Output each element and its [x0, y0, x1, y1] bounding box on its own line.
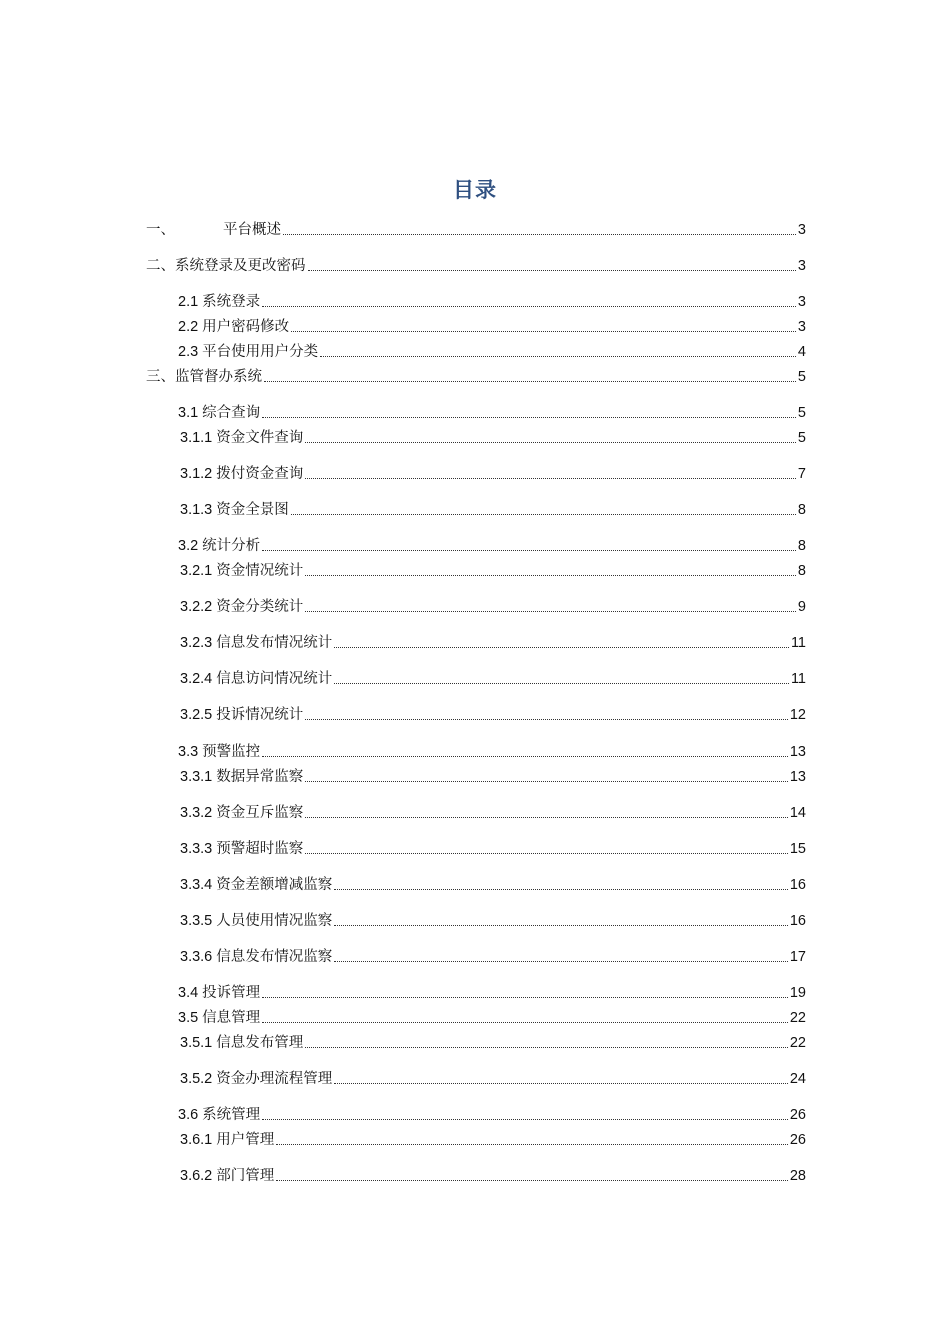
- toc-dot-leader: [291, 330, 796, 332]
- toc-dot-leader: [334, 924, 788, 926]
- toc-dot-leader: [262, 1021, 788, 1023]
- toc-entry-title: 平台使用用户分类: [202, 344, 319, 360]
- toc-entry-title: 综合查询: [202, 405, 261, 421]
- toc-entry-page-number: 11: [790, 635, 806, 651]
- toc-dot-leader: [262, 305, 796, 307]
- toc-entry-title: 资金办理流程管理: [216, 1071, 333, 1087]
- toc-entry-title: 系统管理: [202, 1107, 261, 1123]
- toc-dot-leader: [334, 682, 789, 684]
- toc-entry[interactable]: [178, 316, 806, 336]
- toc-entry-number: 2.1: [178, 294, 199, 310]
- toc-dot-leader: [262, 416, 796, 418]
- toc-entry-title: 数据异常监察: [216, 769, 304, 785]
- toc-entry[interactable]: [180, 596, 806, 616]
- toc-entry-title: 系统登录: [202, 294, 261, 310]
- toc-entry-page-number: 22: [789, 1035, 806, 1051]
- toc-entry-page-number: 5: [797, 369, 806, 385]
- toc-entry-title: 资金文件查询: [216, 430, 304, 446]
- toc-entry-title: 人员使用情况监察: [216, 913, 333, 929]
- toc-entry-title: 信息访问情况统计: [216, 671, 333, 687]
- toc-entry-title: 预警超时监察: [216, 841, 304, 857]
- toc-entry-title: 拨付资金查询: [216, 466, 304, 482]
- toc-entry-number: 3.4: [178, 985, 199, 1001]
- toc-entry-number: 3.3.3: [180, 841, 213, 857]
- toc-entry-number: 3.6.1: [180, 1132, 213, 1148]
- toc-dot-leader: [291, 513, 796, 515]
- toc-dot-leader: [305, 477, 796, 479]
- toc-entry-page-number: 13: [789, 769, 806, 785]
- toc-entry-number: 3.3.4: [180, 877, 213, 893]
- toc-title: 目录: [453, 178, 497, 202]
- toc-entry-page-number: 3: [797, 294, 806, 310]
- toc-entry-page-number: 16: [789, 877, 806, 893]
- toc-entry-number: 3.2.1: [180, 563, 213, 579]
- toc-entry-number: 3.5: [178, 1010, 199, 1026]
- toc-entry-number: 3.6: [178, 1107, 199, 1123]
- toc-entry-title: 平台概述: [223, 222, 281, 238]
- toc-entry[interactable]: [180, 427, 806, 447]
- toc-entry-page-number: 5: [797, 405, 806, 421]
- toc-entry-number: 3.3: [178, 744, 199, 760]
- toc-dot-leader: [276, 1179, 788, 1181]
- toc-dot-leader: [334, 960, 788, 962]
- toc-entry-title: 统计分析: [202, 538, 261, 554]
- toc-entry-page-number: 3: [797, 319, 806, 335]
- toc-entry-page-number: 8: [797, 563, 806, 579]
- toc-entry-number: 3.2.4: [180, 671, 213, 687]
- toc-entry[interactable]: [180, 838, 806, 858]
- toc-entry-number: 3.3.6: [180, 949, 213, 965]
- toc-entry[interactable]: [178, 341, 806, 361]
- toc-dot-leader: [305, 816, 788, 818]
- toc-entry-title: 预警监控: [202, 744, 261, 760]
- toc-entry-page-number: 26: [789, 1132, 806, 1148]
- toc-dot-leader: [276, 1143, 788, 1145]
- toc-entry[interactable]: [180, 560, 806, 580]
- toc-entry-page-number: 11: [790, 671, 806, 687]
- toc-entry-page-number: 15: [789, 841, 806, 857]
- toc-dot-leader: [320, 355, 796, 357]
- toc-entry-title: 系统登录及更改密码: [175, 258, 306, 274]
- toc-entry[interactable]: [180, 1129, 806, 1149]
- toc-entry[interactable]: [178, 982, 806, 1002]
- toc-entry[interactable]: [180, 874, 806, 894]
- toc-dot-leader: [334, 1082, 788, 1084]
- toc-dot-leader: [305, 780, 788, 782]
- toc-dot-leader: [264, 380, 796, 382]
- toc-dot-leader: [305, 718, 788, 720]
- toc-entry-number: 3.6.2: [180, 1168, 213, 1184]
- toc-entry[interactable]: [180, 499, 806, 519]
- toc-entry-number: 3.1.2: [180, 466, 213, 482]
- toc-entry-page-number: 28: [789, 1168, 806, 1184]
- toc-entry[interactable]: [180, 704, 806, 724]
- toc-entry-page-number: 14: [789, 805, 806, 821]
- toc-entry-number: 3.3.1: [180, 769, 213, 785]
- toc-entry[interactable]: [146, 255, 806, 275]
- toc-dot-leader: [305, 852, 788, 854]
- toc-entry-page-number: 12: [789, 707, 806, 723]
- toc-entry-title: 投诉管理: [202, 985, 261, 1001]
- toc-entry-page-number: 26: [789, 1107, 806, 1123]
- toc-entry-title: 资金全景图: [216, 502, 289, 518]
- toc-entry-title: 用户管理: [216, 1132, 275, 1148]
- toc-entry[interactable]: [178, 535, 806, 555]
- toc-entry-page-number: 22: [789, 1010, 806, 1026]
- toc-dot-leader: [305, 574, 796, 576]
- toc-entry-number: 3.3.2: [180, 805, 213, 821]
- toc-dot-leader: [262, 996, 788, 998]
- toc-entry-title: 资金分类统计: [216, 599, 304, 615]
- toc-entry-title: 信息发布情况统计: [216, 635, 333, 651]
- toc-entry-title: 资金情况统计: [216, 563, 304, 579]
- toc-entry-number: 2.2: [178, 319, 199, 335]
- toc-entry-title: 信息发布管理: [216, 1035, 304, 1051]
- toc-entry[interactable]: [178, 741, 806, 761]
- toc-entry[interactable]: [180, 910, 806, 930]
- toc-dot-leader: [262, 1118, 788, 1120]
- toc-dot-leader: [334, 646, 789, 648]
- toc-entry-page-number: 8: [797, 538, 806, 554]
- toc-entry-number: 3.2.3: [180, 635, 213, 651]
- toc-entry-title: 投诉情况统计: [216, 707, 304, 723]
- toc-entry[interactable]: [178, 291, 806, 311]
- toc-entry-page-number: 8: [797, 502, 806, 518]
- toc-entry[interactable]: [146, 366, 806, 386]
- toc-entry[interactable]: [178, 402, 806, 422]
- toc-entry-number: 三、: [146, 369, 175, 385]
- toc-entry-title: 信息管理: [202, 1010, 261, 1026]
- toc-entry-number: 3.1.3: [180, 502, 213, 518]
- toc-entry-number: 二、: [146, 258, 175, 274]
- toc-entry-title: 监管督办系统: [175, 369, 262, 385]
- toc-entry-page-number: 9: [797, 599, 806, 615]
- toc-dot-leader: [305, 441, 796, 443]
- toc-entry-number: 2.3: [178, 344, 199, 360]
- toc-dot-leader: [262, 755, 788, 757]
- toc-entry-number: 3.5.2: [180, 1071, 213, 1087]
- toc-dot-leader: [283, 233, 796, 235]
- toc-entry-number: 3.1.1: [180, 430, 213, 446]
- toc-entry-number: 3.2.2: [180, 599, 213, 615]
- toc-entry-title: 信息发布情况监察: [216, 949, 333, 965]
- toc-entry-title: 资金互斥监察: [216, 805, 304, 821]
- toc-entry-title: 资金差额增减监察: [216, 877, 333, 893]
- toc-entry-page-number: 5: [797, 430, 806, 446]
- toc-entry-page-number: 19: [789, 985, 806, 1001]
- toc-entry[interactable]: [180, 1068, 806, 1088]
- toc-entry[interactable]: [180, 946, 806, 966]
- toc-entry[interactable]: [146, 219, 806, 239]
- toc-entry-page-number: 4: [797, 344, 806, 360]
- toc-entry-number: 3.1: [178, 405, 199, 421]
- toc-entry-number: 3.3.5: [180, 913, 213, 929]
- toc-dot-leader: [262, 549, 796, 551]
- toc-entry-page-number: 3: [797, 222, 806, 238]
- toc-entry-number: 3.2: [178, 538, 199, 554]
- toc-entry-page-number: 17: [789, 949, 806, 965]
- toc-dot-leader: [308, 269, 796, 271]
- toc-entry-page-number: 16: [789, 913, 806, 929]
- toc-entry[interactable]: [178, 1104, 806, 1124]
- toc-entry[interactable]: [180, 802, 806, 822]
- toc-entry[interactable]: [180, 766, 806, 786]
- toc-entry[interactable]: [180, 632, 806, 652]
- toc-entry-number: 一、: [146, 222, 175, 238]
- toc-dot-leader: [305, 610, 796, 612]
- toc-entry[interactable]: [180, 1032, 806, 1052]
- toc-entry[interactable]: [180, 668, 806, 688]
- toc-entry-page-number: 13: [789, 744, 806, 760]
- toc-entry-page-number: 3: [797, 258, 806, 274]
- toc-dot-leader: [334, 888, 788, 890]
- toc-entry-title: 用户密码修改: [202, 319, 290, 335]
- toc-entry-number: 3.5.1: [180, 1035, 213, 1051]
- toc-entry[interactable]: [180, 1165, 806, 1185]
- toc-entry[interactable]: [178, 1007, 806, 1027]
- toc-entry-number: 3.2.5: [180, 707, 213, 723]
- toc-entry-page-number: 7: [797, 466, 806, 482]
- toc-entry[interactable]: [180, 463, 806, 483]
- toc-entry-title: 部门管理: [216, 1168, 275, 1184]
- toc-dot-leader: [305, 1046, 788, 1048]
- toc-entry-page-number: 24: [789, 1071, 806, 1087]
